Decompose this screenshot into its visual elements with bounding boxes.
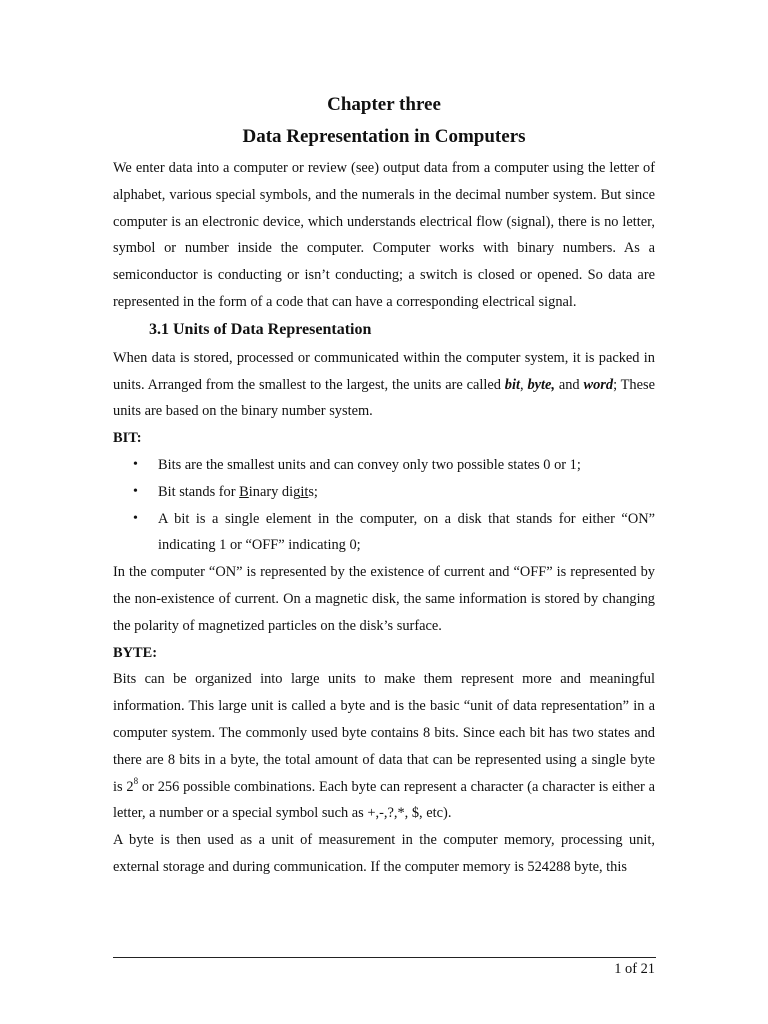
page-content [113,92,655,881]
term-bit: bit [504,376,520,393]
bullet-text-c: inary dig [248,483,301,500]
byte-measurement-paragraph: A byte is then used as a unit of measurement in the computer memory, processing unit, external storage and during communication. If the computer memory is 524288 byte, this [113,832,655,875]
term-byte: byte, [527,376,556,393]
chapter-heading: Chapter three [327,94,441,115]
footer-rule [113,957,656,958]
bit-bullet-list [113,452,655,559]
section-title: Units of Data Representation [173,320,372,338]
underlined-b: B [239,483,249,500]
bullet-icon: • [133,483,138,499]
units-text-end: ; These units are based on the binary number system. [113,376,655,420]
chapter-title: Data Representation in Computers [242,126,526,147]
byte-paragraph [113,666,655,827]
section-number: 3.1 [149,320,169,338]
exponent: 8 [133,775,139,786]
units-sep-1: , [520,376,528,393]
byte-text-start: Bits can be organized into large units to make them represent more and meaningful information. This large unit is called a byte and is the basic “unit of data representation” in a computer system. The commonly used byte contains 8 bits. Since each bit has two states and there are 8 bits in a byte, the total amount of data that can be represented using a single byte is 2 [113,671,655,795]
bit-bullet-2 [133,479,655,506]
bullet-text-e: s; [308,483,318,500]
section-heading [149,316,655,344]
intro-paragraph: We enter data into a computer or review (see) output data from a computer using the letter of alphabet, various special symbols, and the numerals in the decimal number system. But since computer is an electronic device, which understands electrical flow (signal), there is no letter, symbol or number inside the computer. Computer works with binary numbers. As a semiconductor is conducting or isn’t conducting; a switch is closed or opened. So data are represented in the form of a code that can have a corresponding electrical signal. [113,160,655,310]
units-sep-2: and [555,376,584,393]
page-number: 1 of 21 [614,961,655,977]
bit-bullet-3 [133,506,655,560]
term-word: word [583,376,614,393]
bullet-icon: • [133,510,138,526]
units-text-start: When data is stored, processed or communicated within the computer system, it is packed in units. Arranged from the smallest to the largest, the units are called [113,349,655,393]
bit-label: BIT: [113,430,142,447]
byte-label: BYTE: [113,644,157,661]
byte-text-end: or 256 possible combinations. Each byte can represent a character (a character is either a letter, a number or a special symbol such as +,-,?,*, $, etc). [113,778,655,822]
bullet-icon: • [133,456,138,472]
bullet-text: Bits are the smallest units and can convey only two possible states 0 or 1; [158,456,581,473]
units-paragraph [113,345,655,425]
bullet-text: A bit is a single element in the computer, on a disk that stands for either “ON” indicating 1 or “OFF” indicating 0; [158,510,655,554]
bit-bullet-1 [133,452,655,479]
underlined-it: it [300,483,309,500]
bit-explanation-paragraph: In the computer “ON” is represented by the existence of current and “OFF” is represented by the non-existence of current. On a magnetic disk, the same information is stored by changing the polarity of magnetized particles on the disk’s surface. [113,564,655,634]
bullet-text-a: Bit stands for [158,483,240,500]
